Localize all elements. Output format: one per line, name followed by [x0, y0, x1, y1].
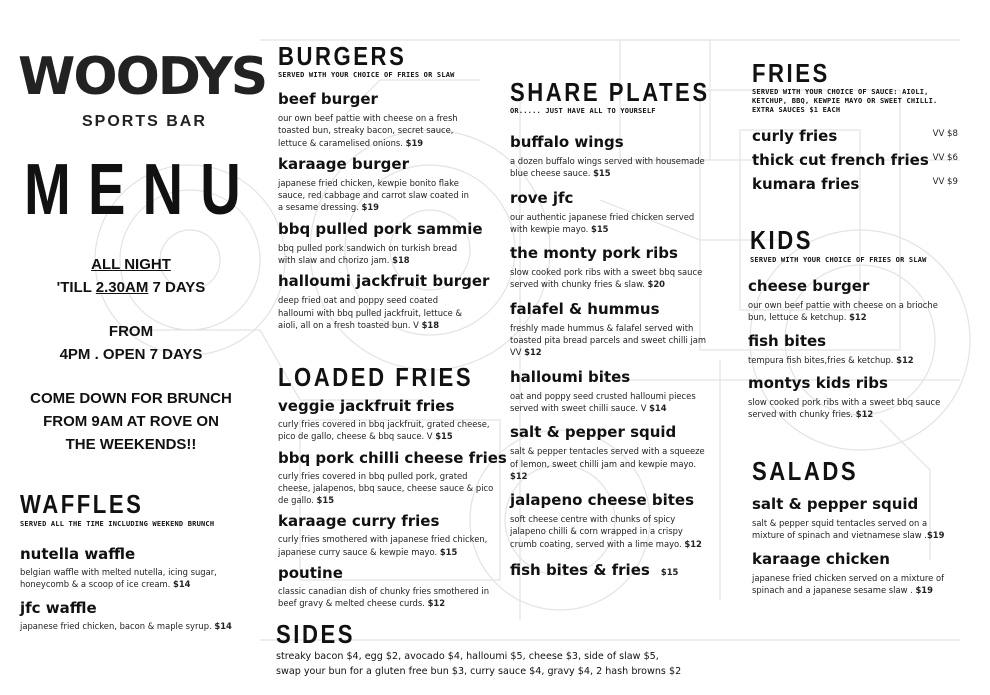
fries-subtitle: SERVED WITH YOUR CHOICE OF SAUCE: AIOLI, KETCHUP, BBQ, KEWPIE MAYO OR SWEET CHILLI. EXTRA SAUCES $1 EACH — [752, 88, 938, 114]
list-item-name: fish bites & fries — [510, 561, 650, 580]
list-item-name: curly fries — [752, 127, 838, 145]
fries-item-list — [752, 126, 958, 198]
waffles-subtitle: SERVED ALL THE TIME INCLUDING WEEKEND BRUNCH — [20, 520, 215, 528]
list-item-price: VV $6 — [932, 153, 958, 163]
list-item-desc: bbq pulled pork sandwich on turkish bread with slaw and chorizo jam. $18 — [278, 242, 458, 266]
brunch-line-2: FROM 9AM AT ROVE ON — [43, 413, 219, 430]
list-item-desc: slow cooked pork ribs with a sweet bbq sauce served with chunky fries. $12 — [748, 396, 941, 420]
list-item-name: the monty pork ribs — [510, 244, 678, 263]
list-item-name: halloumi bites — [510, 367, 631, 386]
brand-subtitle: SPORTS BAR — [82, 113, 207, 130]
list-item-name: karaage burger — [278, 154, 409, 173]
share-plates-subtitle: OR..... JUST HAVE ALL TO YOURSELF — [510, 107, 656, 115]
list-item-name: fish bites — [748, 331, 827, 350]
list-item-desc: japanese fried chicken, kewpie bonito flake sauce, red cabbage and carrot slaw coated in a sesame dressing. $19 — [278, 177, 469, 213]
list-item-name: poutine — [278, 564, 343, 583]
list-item-name: montys kids ribs — [748, 373, 888, 392]
burgers-heading: BURGERS — [278, 41, 407, 71]
sides-line-2: swap your bun for a gluten free bun $3, curry sauce $4, gravy $4, 2 hash browns $2 — [276, 665, 682, 677]
list-item-price: $15 — [660, 567, 679, 578]
list-item-desc: freshly made hummus & falafel served with toasted pita bread parcels and sweet chilli jam VV $12 — [510, 322, 707, 358]
list-item-name: cheese burger — [748, 277, 870, 295]
list-item-name: beef burger — [278, 90, 378, 108]
fries-heading: FRIES — [752, 58, 830, 88]
list-item-desc: japanese fried chicken served on a mixture of spinach and a japanese sesame slaw . $19 — [752, 572, 945, 595]
list-item — [752, 174, 958, 198]
share-plates-item-list — [510, 133, 710, 579]
brunch-line-3: THE WEEKENDS!! — [65, 436, 197, 453]
list-item-name: karaage chicken — [752, 549, 890, 568]
list-item-name: halloumi jackfruit burger — [278, 272, 490, 291]
list-item-name: falafel & hummus — [510, 299, 660, 318]
list-item-name: karaage curry fries — [278, 512, 440, 531]
list-item-name: jalapeno cheese bites — [510, 491, 695, 510]
list-item-desc: japanese fried chicken, bacon & maple syrup. $14 — [20, 620, 232, 631]
list-item-desc: tempura fish bites,fries & ketchup. $12 — [748, 354, 914, 365]
sides-list — [276, 650, 706, 679]
list-item-price: VV $8 — [932, 129, 958, 139]
kids-item-list — [748, 277, 948, 420]
share-plates-heading: SHARE PLATES — [510, 77, 710, 107]
list-item-desc: deep fried oat and poppy seed coated halloumi with bbq pulled jackfruit, lettuce & aioli, all on a fresh toasted bun. V $18 — [278, 295, 462, 330]
list-item — [752, 150, 958, 174]
list-item-price: VV $9 — [932, 177, 958, 187]
brunch-line-1: COME DOWN FOR BRUNCH — [30, 390, 232, 407]
brunch-block — [20, 387, 242, 456]
menu-title: MENU — [24, 150, 258, 230]
waffles-item-list — [20, 545, 250, 632]
list-item-name: bbq pulled pork sammie — [278, 219, 483, 238]
list-item-desc: our own beef pattie with cheese on a brioche bun, lettuce & ketchup. $12 — [748, 300, 938, 323]
loaded-fries-item-list — [278, 397, 507, 610]
salads-item-list — [752, 495, 952, 596]
list-item-name: nutella waffle — [20, 545, 136, 563]
sides-line-1: streaky bacon $4, egg $2, avocado $4, halloumi $5, cheese $3, side of slaw $5, — [276, 651, 659, 662]
list-item-desc: curly fries smothered with japanese fried chicken, japanese curry sauce & kewpie mayo. $15 — [278, 534, 488, 557]
list-item-desc: slow cooked pork ribs with a sweet bbq sauce served with chunky fries & slaw. $20 — [510, 267, 703, 290]
sides-heading: SIDES — [276, 619, 356, 649]
list-item-desc: curly fries covered in bbq jackfruit, grated cheese, pico de gallo, cheese & bbq sauce. V $15 — [278, 419, 490, 442]
list-item-name: veggie jackfruit fries — [278, 397, 455, 415]
list-item — [752, 126, 958, 150]
open-line-1: FROM — [108, 323, 154, 340]
hours-block — [20, 253, 242, 299]
open-line-2: 4PM . OPEN 7 DAYS — [59, 346, 203, 363]
list-item-desc: soft cheese centre with chunks of spicy jalapeno chilli & corn wrapped in a crispy crumb coating, served with a lime mayo. $12 — [510, 514, 702, 549]
brand-logo: WOODYS — [18, 47, 267, 107]
burgers-subtitle: SERVED WITH YOUR CHOICE OF FRIES OR SLAW — [278, 71, 455, 79]
list-item-desc: salt & pepper tentacles served with a squeeze of lemon, sweet chilli jam and kewpie mayo. $12 — [510, 446, 705, 481]
list-item-desc: a dozen buffalo wings served with housemade blue cheese sauce. $15 — [510, 156, 705, 179]
kids-heading: KIDS — [750, 225, 814, 255]
list-item-desc: salt & pepper squid tentacles served on a mixture of spinach and vietnamese slaw .$19 — [752, 518, 945, 541]
list-item-name: rove jfc — [510, 188, 574, 207]
list-item-desc: curly fries covered in bbq pulled pork, grated cheese, jalapenos, bbq sauce, cheese sauce & pico de gallo. $15 — [278, 470, 494, 506]
hours-line-2: 'TILL 2.30AM 7 DAYS — [56, 279, 206, 296]
list-item-desc: our authentic japanese fried chicken served with kewpie mayo. $15 — [510, 211, 695, 234]
waffles-heading: WAFFLES — [20, 489, 144, 519]
burgers-item-list — [278, 90, 490, 331]
list-item-desc: classic canadian dish of chunky fries smothered in beef gravy & melted cheese curds. $12 — [278, 586, 490, 609]
list-item-name: thick cut french fries — [752, 151, 929, 169]
list-item-desc: our own beef pattie with cheese on a fresh toasted bun, streaky bacon, secret sauce, lettuce & caramelised onions. $19 — [278, 113, 458, 148]
list-item-name: salt & pepper squid — [510, 423, 677, 442]
hours-line-1: ALL NIGHT — [91, 256, 171, 273]
list-item-desc: oat and poppy seed crusted halloumi pieces served with sweet chilli sauce. V $14 — [510, 390, 696, 413]
list-item-name: bbq pork chilli cheese fries — [278, 448, 507, 467]
list-item-name: salt & pepper squid — [752, 495, 919, 513]
list-item-name: kumara fries — [752, 175, 860, 193]
list-item-desc: belgian waffle with melted nutella, icing sugar, honeycomb & a scoop of ice cream. $14 — [20, 567, 217, 590]
list-item — [510, 560, 710, 579]
loaded-fries-heading: LOADED FRIES — [278, 362, 474, 392]
kids-subtitle: SERVED WITH YOUR CHOICE OF FRIES OR SLAW — [750, 256, 927, 264]
open-block — [20, 320, 242, 366]
list-item-name: jfc waffle — [20, 598, 97, 617]
list-item-name: buffalo wings — [510, 133, 624, 151]
salads-heading: SALADS — [752, 456, 859, 486]
